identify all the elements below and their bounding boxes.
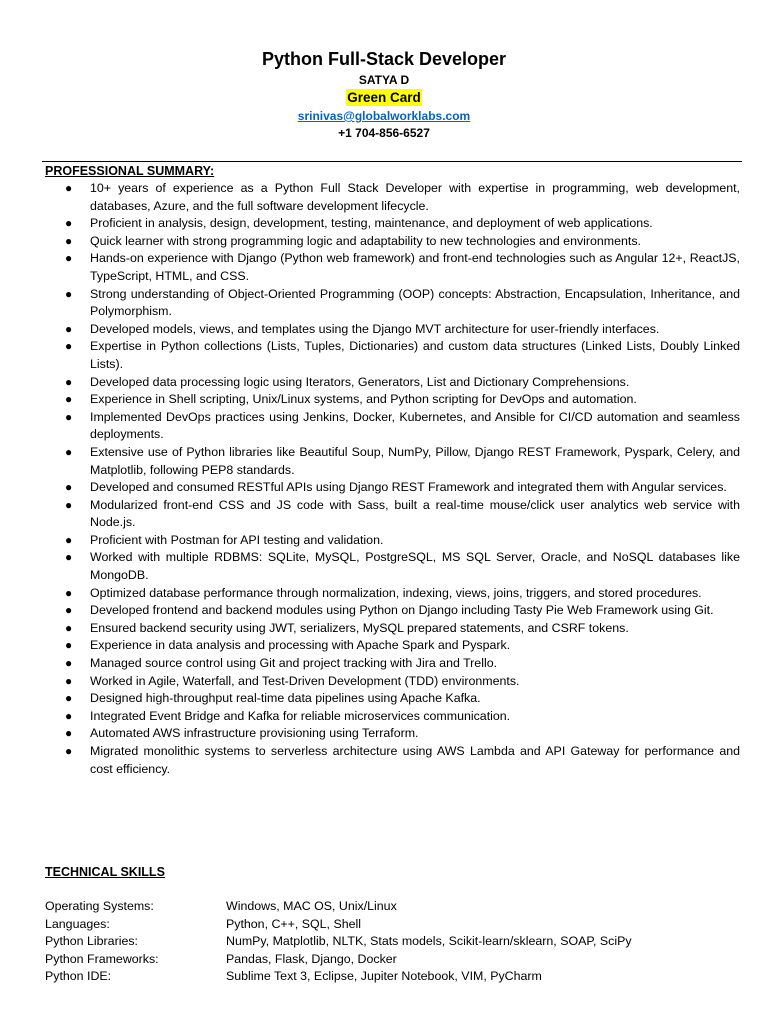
bullet-icon: ●	[65, 603, 73, 618]
summary-item	[45, 409, 740, 444]
summary-item	[45, 250, 740, 285]
skill-value: Pandas, Flask, Django, Docker	[226, 951, 397, 966]
summary-item-text: Developed models, views, and templates using the Django MVT architecture for user-friendly interfaces.	[90, 321, 660, 336]
job-title: Python Full-Stack Developer	[261, 49, 507, 69]
skill-value: Python, C++, SQL, Shell	[226, 916, 361, 931]
summary-item-text: Optimized database performance through normalization, indexing, views, joins, triggers, and stored procedures.	[90, 585, 702, 600]
skill-row	[45, 968, 745, 986]
summary-item	[45, 391, 740, 409]
summary-item	[45, 215, 740, 233]
summary-item	[45, 690, 740, 708]
skill-row	[45, 916, 745, 934]
summary-item	[45, 602, 740, 620]
bullet-icon: ●	[65, 497, 73, 512]
summary-item	[45, 708, 740, 726]
summary-item-text: Worked with multiple RDBMS: SQLite, MySQL, PostgreSQL, MS SQL Server, Oracle, and NoSQL databases like MongoDB.	[90, 550, 740, 583]
summary-item	[45, 637, 740, 655]
summary-item-text: Experience in Shell scripting, Unix/Linux systems, and Python scripting for DevOps and automation.	[90, 392, 637, 407]
skill-row	[45, 898, 745, 916]
bullet-icon: ●	[65, 374, 73, 389]
skill-row	[45, 951, 745, 969]
summary-item	[45, 374, 740, 392]
bullet-icon: ●	[65, 744, 73, 758]
bullet-icon: ●	[65, 656, 73, 671]
resume-header	[0, 47, 768, 142]
bullet-icon: ●	[65, 216, 73, 231]
summary-item	[45, 655, 740, 673]
summary-item-text: Quick learner with strong programming logic and adaptability to new technologies and environments.	[90, 233, 641, 248]
skill-label: Python Frameworks:	[45, 951, 159, 966]
skill-label: Languages:	[45, 916, 110, 931]
bullet-icon: ●	[65, 392, 73, 407]
bullet-icon: ●	[65, 444, 73, 459]
skills-table	[45, 898, 745, 986]
summary-item-text: Worked in Agile, Waterfall, and Test-Driven Development (TDD) environments.	[90, 673, 520, 688]
bullet-icon: ●	[65, 620, 73, 635]
summary-item	[45, 444, 740, 479]
bullet-icon: ●	[65, 726, 73, 741]
bullet-icon: ●	[65, 708, 73, 723]
bullet-icon: ●	[65, 673, 73, 688]
bullet-icon: ●	[65, 339, 73, 354]
skill-value: Sublime Text 3, Eclipse, Jupiter Notebook, VIM, PyCharm	[226, 969, 542, 984]
summary-item-text: Migrated monolithic systems to serverless architecture using AWS Lambda and API Gateway for performance and cost efficiency.	[90, 744, 740, 776]
summary-item-text: Hands-on experience with Django (Python web framework) and front-end technologies such as Angular 12+, ReactJS, TypeScript, HTML, and CSS.	[90, 251, 740, 283]
summary-item	[45, 338, 740, 373]
summary-item	[45, 180, 740, 215]
skill-label: Python Libraries:	[45, 934, 138, 949]
skill-value: NumPy, Matplotlib, NLTK, Stats models, Scikit-learn/sklearn, SOAP, SciPy	[226, 934, 632, 949]
summary-item	[45, 725, 740, 743]
candidate-name: SATYA D	[358, 73, 410, 87]
summary-item	[45, 532, 740, 550]
skills-heading: TECHNICAL SKILLS	[45, 865, 165, 879]
summary-item-text: Experience in data analysis and processing with Apache Spark and Pyspark.	[90, 638, 511, 653]
skill-row	[45, 933, 745, 951]
bullet-icon: ●	[65, 181, 73, 195]
summary-item	[45, 321, 740, 339]
bullet-icon: ●	[65, 233, 73, 248]
bullet-icon: ●	[65, 480, 73, 495]
bullet-icon: ●	[65, 251, 73, 266]
skill-value: Windows, MAC OS, Unix/Linux	[226, 899, 397, 913]
skill-label: Operating Systems:	[45, 899, 154, 913]
summary-item-text: Strong understanding of Object-Oriented Programming (OOP) concepts: Abstraction, Encapsulation, Inheritance, and Polymorphism.	[90, 286, 740, 319]
summary-heading: PROFESSIONAL SUMMARY:	[45, 164, 215, 178]
summary-item-text: Extensive use of Python libraries like Beautiful Soup, NumPy, Pillow, Django REST Framework, Pyspark, Celery, and Matplotlib, following PEP8 standards.	[90, 444, 740, 477]
bullet-icon: ●	[65, 286, 73, 301]
summary-list	[45, 180, 740, 778]
bullet-icon: ●	[65, 550, 73, 565]
summary-item-text: Integrated Event Bridge and Kafka for reliable microservices communication.	[90, 708, 511, 723]
summary-item-text: Developed frontend and backend modules using Python on Django including Tasty Pie Web Framework using Git.	[90, 603, 714, 618]
bullet-icon: ●	[65, 321, 73, 336]
bullet-icon: ●	[65, 691, 73, 706]
summary-item-text: Modularized front-end CSS and JS code with Sass, built a real-time mouse/click user analytics web service with Node.js.	[90, 497, 740, 530]
summary-item	[45, 743, 740, 778]
summary-item-text: 10+ years of experience as a Python Full Stack Developer with expertise in programming, web development, databases, Azure, and the full software development lifecycle.	[90, 181, 740, 213]
summary-item-text: Developed and consumed RESTful APIs using Django REST Framework and integrated them with Angular services.	[90, 480, 727, 495]
summary-item-text: Proficient with Postman for API testing and validation.	[90, 532, 384, 547]
bullet-icon: ●	[65, 532, 73, 547]
summary-item	[45, 673, 740, 691]
summary-item	[45, 286, 740, 321]
summary-item	[45, 549, 740, 584]
bullet-icon: ●	[65, 585, 73, 600]
summary-item-text: Ensured backend security using JWT, serializers, MySQL prepared statements, and CSRF tokens.	[90, 620, 629, 635]
summary-item-text: Proficient in analysis, design, development, testing, maintenance, and deployment of web applications.	[90, 216, 653, 231]
summary-item	[45, 585, 740, 603]
summary-item	[45, 620, 740, 638]
summary-item-text: Developed data processing logic using Iterators, Generators, List and Dictionary Comprehensions.	[90, 374, 630, 389]
header-divider	[42, 161, 742, 162]
summary-item	[45, 479, 740, 497]
summary-item	[45, 233, 740, 251]
summary-item-text: Designed high-throughput real-time data pipelines using Apache Kafka.	[90, 691, 481, 706]
summary-item-text: Expertise in Python collections (Lists, Tuples, Dictionaries) and custom data structures (Linked Lists, Doubly Linked Lists).	[90, 339, 740, 371]
email-link[interactable]: srinivas@globalworklabs.com	[297, 109, 471, 123]
summary-item	[45, 497, 740, 532]
summary-item-text: Managed source control using Git and project tracking with Jira and Trello.	[90, 656, 498, 671]
work-status-highlight: Green Card	[347, 90, 421, 105]
skill-label: Python IDE:	[45, 969, 112, 984]
bullet-icon: ●	[65, 409, 73, 424]
phone-number: +1 704-856-6527	[338, 126, 430, 140]
bullet-icon: ●	[65, 638, 73, 653]
summary-item-text: Automated AWS infrastructure provisioning using Terraform.	[90, 726, 419, 741]
summary-item-text: Implemented DevOps practices using Jenkins, Docker, Kubernetes, and Ansible for CI/CD automation and seamless deployments.	[90, 409, 740, 442]
